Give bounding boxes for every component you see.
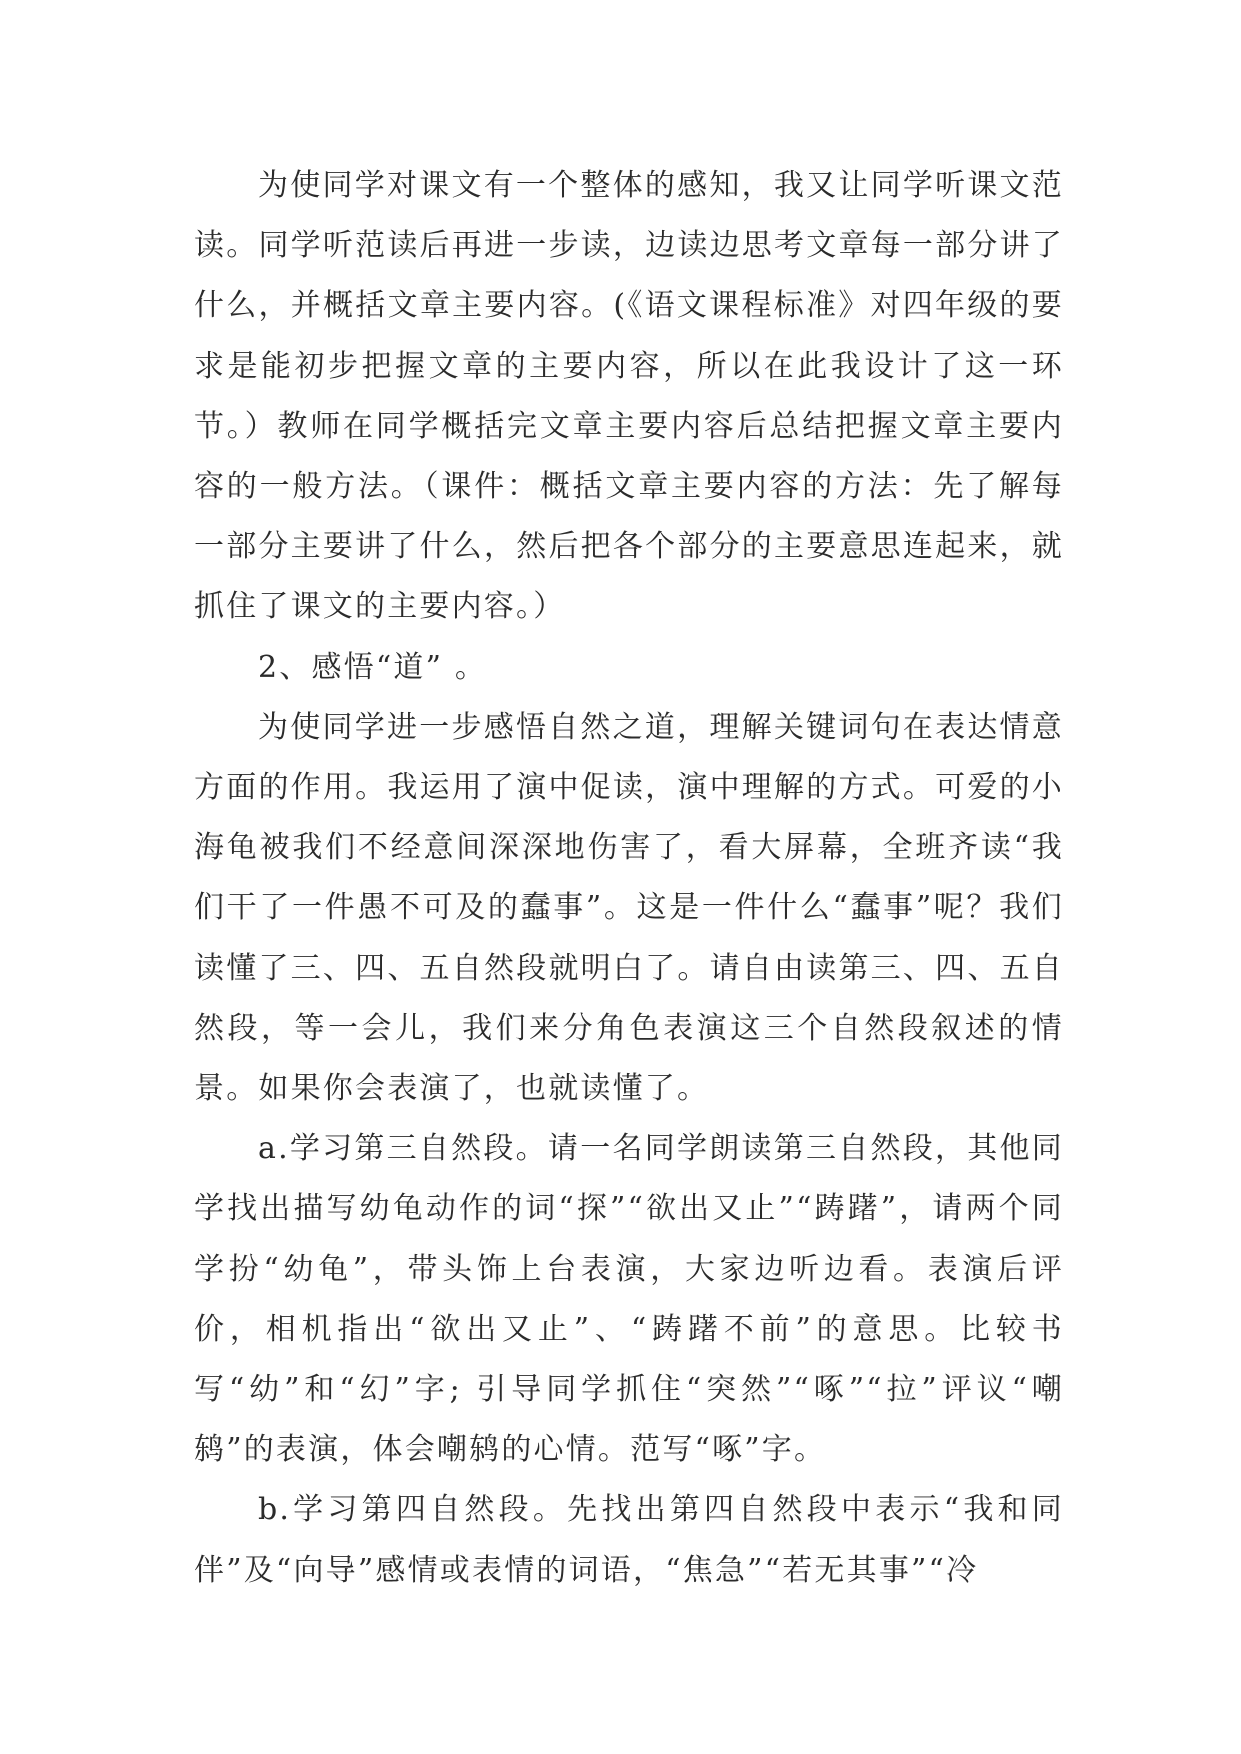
paragraph-overview-reading: 为使同学对课文有一个整体的感知，我又让同学听课文范读。同学听范读后再进一步读，边读边思考文章每一部分讲了什么，并概括文章主要内容。(《语文课程标准》对四年级的要求是能初步把握文章的主要内容，所以在此我设计了这一环节。）教师在同学概括完文章主要内容后总结把握文章主要内容的一般方法。（课件：概括文章主要内容的方法：先了解每一部分主要讲了什么，然后把各个部分的主要意思连起来，就抓住了课文的主要内容。） xyxy=(194,168,1064,625)
paragraph-perceive-nature: 为使同学进一步感悟自然之道，理解关键词句在表达情意方面的作用。我运用了演中促读，演中理解的方式。可爱的小海龟被我们不经意间深深地伤害了，看大屏幕，全班齐读“我们干了一件愚不可及的蠢事”。这是一件什么“蠢事”呢？我们读懂了三、四、五自然段就明白了。请自由读第三、四、五自然段，等一会儿，我们来分角色表演这三个自然段叙述的情景。如果你会表演了，也就读懂了。 xyxy=(194,709,1064,1107)
document-body xyxy=(194,156,1064,1601)
section-heading-understand-dao: 2、感悟“道” 。 xyxy=(258,649,488,685)
paragraph-study-third-section: a.学习第三自然段。请一名同学朗读第三自然段，其他同学找出描写幼龟动作的词“探”“欲出又止”“踌躇”，请两个同学扮“幼龟”，带头饰上台表演，大家边听边看。表演后评价，相机指出“欲出又止”、“踌躇不前”的意思。比较书写“幼”和“幻”字; 引导同学抓住“突然”“啄”“拉”评议“嘲鸫”的表演，体会嘲鸫的心情。范写“啄”字。 xyxy=(194,1131,1064,1468)
paragraph-study-fourth-section: b.学习第四自然段。先找出第四自然段中表示“我和同伴”及“向导”感情或表情的词语，“焦急”“若无其事”“冷 xyxy=(194,1492,1064,1588)
